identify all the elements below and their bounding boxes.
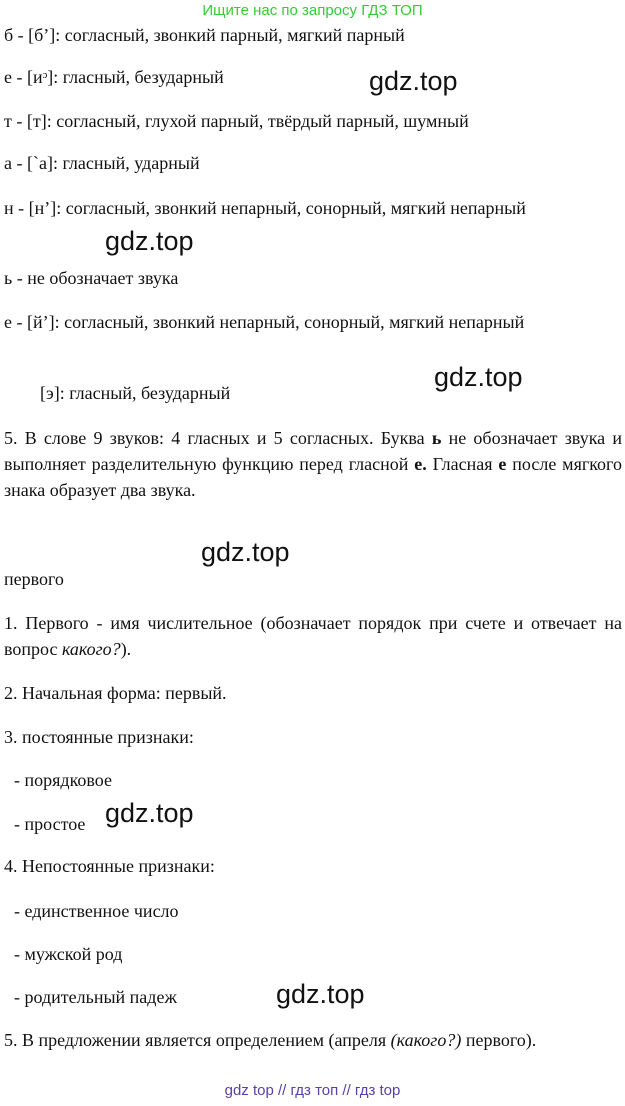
phonetic-line-e1: е - [иᵓ]: гласный, безударный bbox=[4, 67, 224, 87]
analysed-word: первого bbox=[4, 569, 64, 589]
morph-item-4a: - единственное число bbox=[14, 901, 179, 921]
morph-item-4: 4. Непостоянные признаки: bbox=[4, 856, 215, 876]
phonetic-line-n: н - [н’]: согласный, звонкий непарный, сонорный, мягкий непарный bbox=[4, 198, 526, 218]
phonetic-line-e3: [э]: гласный, безударный bbox=[40, 383, 231, 403]
morph-item-2: 2. Начальная форма: первый. bbox=[4, 683, 227, 703]
phonetic-line-t: т - [т]: согласный, глухой парный, твёрдый парный, шумный bbox=[4, 111, 469, 131]
phonetic-line-e2: е - [й’]: согласный, звонкий непарный, сонорный, мягкий непарный bbox=[4, 312, 525, 332]
sound-summary: 5. В слове 9 звуков: 4 гласных и 5 согласных. Буква ь не обозначает звука и выполняет разделительную функцию перед гласной е. Гласная е после мягкого знака образует два звука. bbox=[4, 428, 622, 500]
morph-item-3: 3. постоянные признаки: bbox=[4, 727, 194, 747]
morph-item-3b: - простое bbox=[14, 814, 86, 834]
phonetic-line-a: а - [`а]: гласный, ударный bbox=[4, 153, 200, 173]
morph-item-1: 1. Первого - имя числительное (обозначает порядок при счете и отвечает на вопрос какого?). bbox=[4, 613, 622, 659]
watermark: gdz.top bbox=[434, 362, 523, 392]
morph-item-4c: - родительный падеж bbox=[14, 987, 177, 1007]
watermark: gdz.top bbox=[276, 979, 365, 1009]
search-banner: Ищите нас по запросу ГДЗ ТОП bbox=[202, 2, 423, 19]
watermark: gdz.top bbox=[105, 226, 194, 256]
watermark: gdz.top bbox=[201, 537, 290, 567]
morph-item-3a: - порядковое bbox=[14, 770, 112, 790]
phonetic-line-b: б - [б’]: согласный, звонкий парный, мягкий парный bbox=[4, 25, 405, 45]
watermark: gdz.top bbox=[105, 798, 194, 828]
morph-item-4b: - мужской род bbox=[14, 944, 123, 964]
phonetic-line-soft-sign: ь - не обозначает звука bbox=[4, 268, 179, 288]
morph-item-5: 5. В предложении является определением (апреля (какого?) первого). bbox=[4, 1030, 537, 1050]
footer-links: gdz top // гдз топ // гдз top bbox=[224, 1082, 401, 1099]
watermark: gdz.top bbox=[369, 66, 458, 96]
